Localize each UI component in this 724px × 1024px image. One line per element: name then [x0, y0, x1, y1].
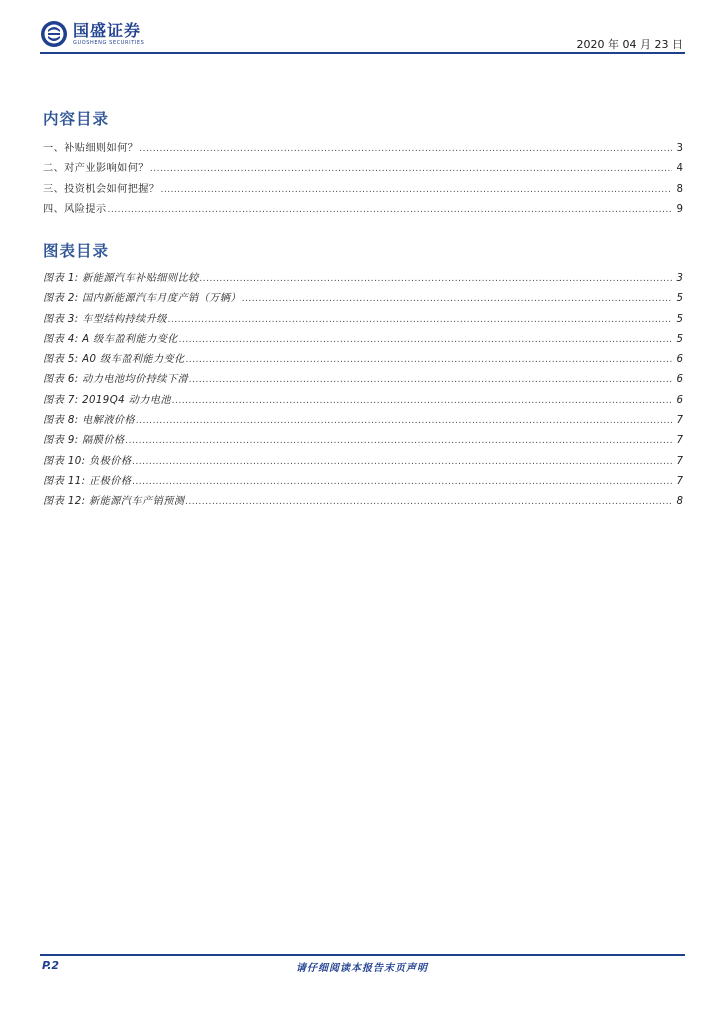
dot-leader [136, 416, 672, 426]
dot-leader [189, 375, 672, 385]
dot-leader [186, 355, 672, 365]
dot-leader [126, 436, 672, 446]
figure-item-label: 图表 6: 动力电池均价持续下滑 [43, 374, 189, 386]
figure-item[interactable] [43, 452, 683, 472]
dot-leader [200, 274, 672, 284]
company-logo-icon [40, 20, 68, 48]
dot-leader [139, 144, 672, 154]
figure-item-page: 5 [676, 313, 683, 325]
figure-item-page: 7 [676, 455, 683, 467]
figure-item-label: 图表 2: 国内新能源汽车月度产销（万辆） [43, 293, 241, 305]
toc-title: 内容目录 [43, 110, 110, 128]
dot-leader [242, 294, 672, 304]
toc-list [43, 139, 683, 220]
dot-leader [168, 315, 672, 325]
dot-leader [132, 477, 672, 487]
toc-item-label: 一、补贴细则如何？ [43, 143, 139, 154]
report-date: 2020 年 04 月 23 日 [576, 38, 683, 51]
dot-leader [150, 164, 672, 174]
figure-item[interactable] [43, 310, 683, 330]
figure-item[interactable] [43, 269, 683, 289]
header-divider [40, 52, 685, 54]
toc-item-page: 4 [676, 163, 683, 175]
figure-item[interactable] [43, 330, 683, 350]
toc-item-page: 3 [676, 143, 683, 154]
figure-item-label: 图表 5: A0 级车盈利能力变化 [43, 354, 185, 366]
figure-item-page: 6 [676, 394, 683, 406]
figure-item[interactable] [43, 391, 683, 411]
disclaimer-note: 请仔细阅读本报告末页声明 [296, 963, 428, 974]
figure-item-label: 图表 8: 电解液价格 [43, 415, 136, 427]
toc-item-page: 8 [676, 183, 683, 195]
toc-item[interactable] [43, 139, 683, 159]
figures-list [43, 269, 683, 513]
figure-item[interactable] [43, 431, 683, 451]
figure-item-page: 6 [676, 374, 683, 386]
figure-item[interactable] [43, 350, 683, 370]
logo-name-cn: 国盛证券 [73, 20, 142, 40]
figure-item-page: 6 [676, 354, 683, 366]
figure-item-page: 5 [676, 293, 683, 305]
figure-item[interactable] [43, 492, 683, 512]
dot-leader [132, 457, 672, 467]
dot-leader [185, 497, 672, 507]
toc-item[interactable] [43, 200, 683, 220]
toc-item-label: 四、风险提示 [43, 203, 107, 215]
figure-item[interactable] [43, 472, 683, 492]
figure-item-label: 图表 10: 负极价格 [43, 455, 132, 467]
logo-name-en: GUOSHENG SECURITIES [73, 39, 145, 46]
figure-item-page: 5 [676, 333, 683, 345]
figure-item[interactable] [43, 411, 683, 431]
toc-item-label: 三、投资机会如何把握？ [43, 183, 160, 195]
figure-item-label: 图表 1: 新能源汽车补贴细则比较 [43, 273, 199, 284]
dot-leader [160, 185, 672, 195]
page-header [40, 20, 685, 54]
figure-item-page: 7 [676, 435, 683, 447]
figure-item-label: 图表 3: 车型结构持续升级 [43, 313, 167, 325]
company-logo [40, 20, 144, 48]
dot-leader [172, 396, 672, 406]
figure-item-label: 图表 12: 新能源汽车产销预测 [43, 496, 185, 508]
figures-title: 图表目录 [43, 242, 110, 260]
page-number: P.2 [42, 959, 60, 972]
footer-divider [40, 954, 685, 956]
figure-item-label: 图表 9: 隔膜价格 [43, 435, 125, 447]
figure-item[interactable] [43, 370, 683, 390]
dot-leader [179, 335, 672, 345]
dot-leader [108, 205, 672, 215]
figure-item-page: 3 [676, 273, 683, 284]
toc-item[interactable] [43, 180, 683, 200]
figure-item-label: 图表 11: 正极价格 [43, 475, 132, 487]
toc-item[interactable] [43, 159, 683, 179]
figure-item[interactable] [43, 289, 683, 309]
figure-item-page: 7 [676, 475, 683, 487]
figure-item-label: 图表 4: A 级车盈利能力变化 [43, 333, 178, 345]
toc-item-label: 二、对产业影响如何？ [43, 163, 149, 175]
figure-item-label: 图表 7: 2019Q4 动力电池 [43, 394, 171, 406]
figure-item-page: 8 [676, 496, 683, 508]
toc-item-page: 9 [676, 203, 683, 215]
figure-item-page: 7 [676, 415, 683, 427]
